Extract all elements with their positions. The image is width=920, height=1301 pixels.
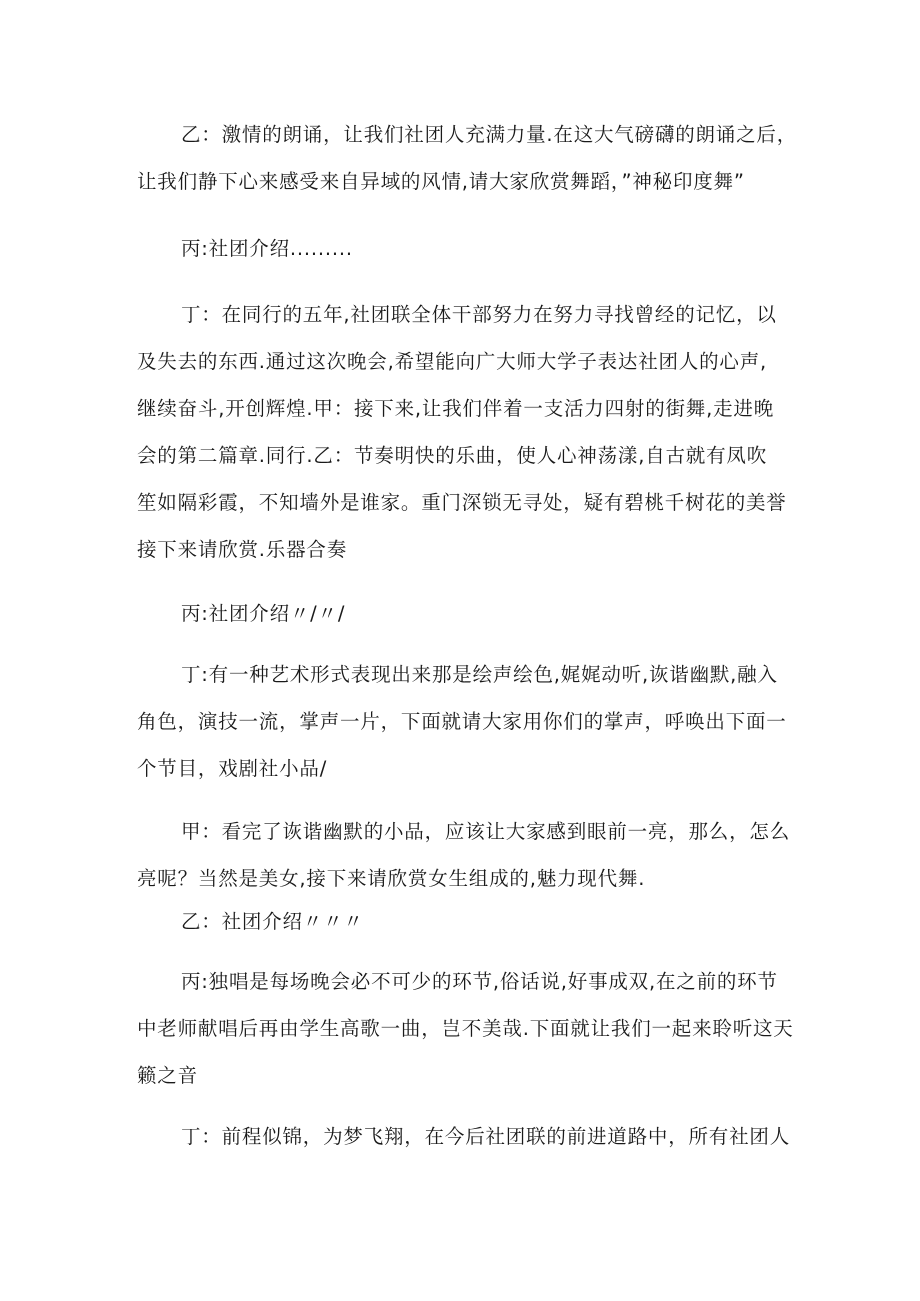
text-line: 丙:社团介绍......... (181, 237, 353, 260)
text-line: 中老师献唱后再由学生高歌一曲，岂不美哉.下面就让我们一起来聆听这天 (137, 1017, 794, 1040)
text-line: 乙：社团介绍〃〃〃 (181, 910, 364, 933)
text-line: 角色，演技一流，掌声一片，下面就请大家用你们的掌声，呼唤出下面一 (137, 710, 787, 733)
text-line: 乙：激情的朗诵，让我们社团人充满力量.在这大气磅礴的朗诵之后， (181, 123, 797, 146)
text-line: 籁之音 (137, 1064, 198, 1087)
text-line: 继续奋斗,开创辉煌.甲：接下来,让我们伴着一支活力四射的街舞,走进晚 (137, 397, 774, 420)
paragraph-yi-club-intro (137, 898, 787, 945)
paragraph-ding-future (137, 1113, 791, 1160)
text-line: 丙:社团介绍〃/〃/ (181, 602, 346, 625)
text-line: 会的第二篇章.同行.乙：节奏明快的乐曲，使人心神荡漾,自古就有凤吹 (137, 444, 767, 467)
paragraph-jia-modern-dance (137, 808, 791, 902)
paragraph-ding-drama (137, 651, 787, 792)
paragraph-yi-recitation (137, 111, 797, 205)
text-line: 丁:有一种艺术形式表现出来那是绘声绘色,娓娓动听,诙谐幽默,融入 (181, 663, 778, 686)
text-line: 让我们静下心来感受来自异域的风情,请大家欣赏舞蹈，”神秘印度舞” (137, 170, 745, 193)
text-line: 丁：在同行的五年,社团联全体干部努力在努力寻找曾经的记忆，以 (181, 303, 777, 326)
text-line: 丙:独唱是每场晚会必不可少的环节,俗话说,好事成双,在之前的环节 (181, 970, 778, 993)
text-line: 个节目，戏剧社小品/ (137, 757, 328, 780)
paragraph-bing-club-intro-2 (137, 590, 787, 637)
text-line: 亮呢？当然是美女,接下来请欣赏女生组成的,魅力现代舞. (137, 867, 646, 890)
text-line: 接下来请欣赏.乐器合奏 (137, 538, 347, 561)
text-line: 甲：看完了诙谐幽默的小品，应该让大家感到眼前一亮，那么，怎么 (181, 820, 791, 843)
text-line: 笙如隔彩霞，不知墙外是谁家。重门深锁无寻处，疑有碧桃千树花的美誉 (137, 491, 787, 514)
text-line: 及失去的东西.通过这次晚会,希望能向广大师大学子表达社团人的心声, (137, 350, 767, 373)
paragraph-bing-solo (137, 958, 794, 1099)
paragraph-bing-club-intro (137, 225, 787, 272)
text-line: 丁：前程似锦，为梦飞翔，在今后社团联的前进道路中，所有社团人 (181, 1125, 791, 1148)
paragraph-ding-five-years (137, 291, 787, 573)
